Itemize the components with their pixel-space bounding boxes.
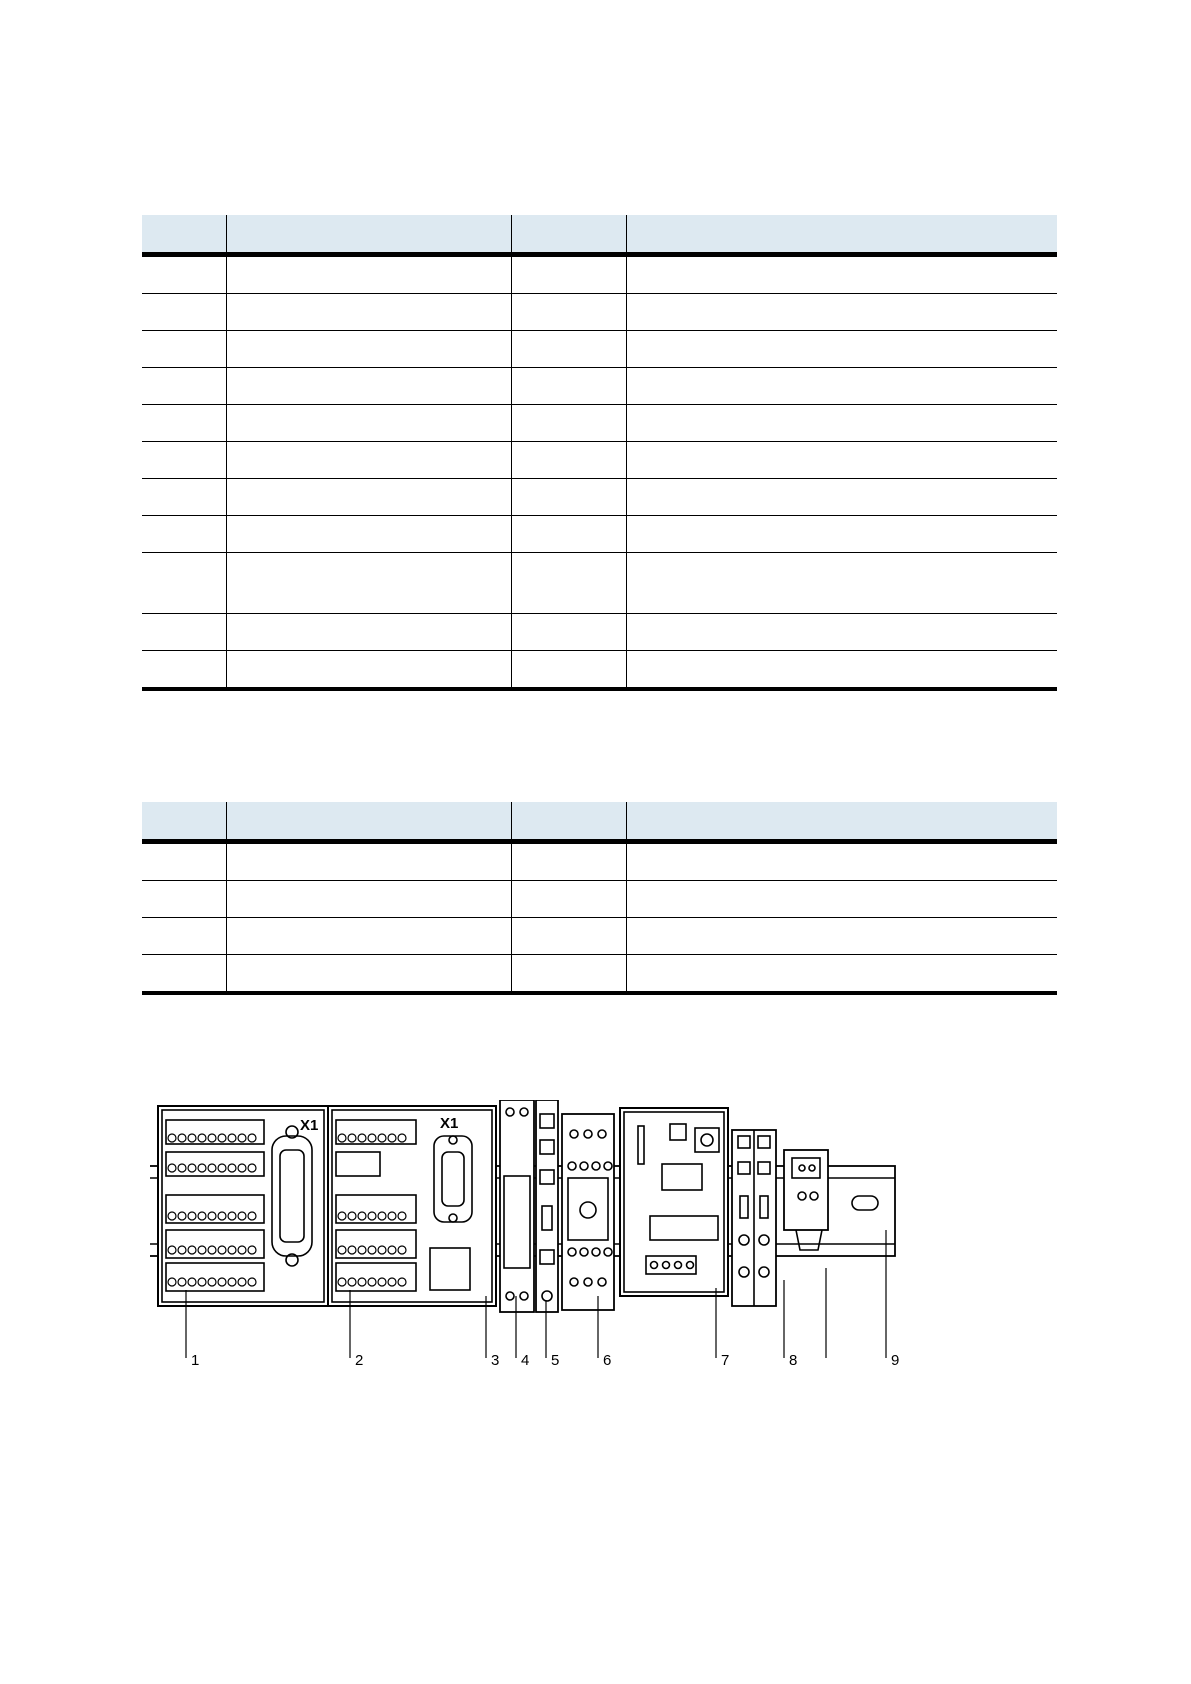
table-cell — [226, 842, 511, 881]
table-cell — [142, 331, 226, 368]
module-4 — [536, 1100, 558, 1312]
table-cell — [142, 553, 226, 614]
table-cell — [226, 651, 511, 690]
callout-2: 2 — [355, 1352, 364, 1369]
device-figure — [150, 1100, 920, 1380]
table-row — [142, 255, 1057, 294]
table-cell — [511, 553, 626, 614]
io-module-2 — [328, 1106, 496, 1306]
table-cell — [511, 479, 626, 516]
table-cell — [142, 294, 226, 331]
table-cell — [226, 331, 511, 368]
table-cell — [511, 294, 626, 331]
table-row — [142, 405, 1057, 442]
callout-4: 4 — [521, 1352, 530, 1369]
header-cell — [142, 215, 226, 255]
table-cell — [142, 614, 226, 651]
header-cell — [511, 802, 626, 842]
table-cell — [142, 955, 226, 994]
table-cell — [626, 479, 1057, 516]
module-3 — [500, 1100, 534, 1312]
table-row — [142, 553, 1057, 614]
table-cell — [626, 918, 1057, 955]
table-row — [142, 955, 1057, 994]
header-cell — [511, 215, 626, 255]
table-cell — [626, 614, 1057, 651]
callout-8: 8 — [789, 1352, 798, 1369]
table-cell — [142, 405, 226, 442]
table-cell — [511, 842, 626, 881]
table-cell — [226, 368, 511, 405]
table-header-row — [142, 215, 1057, 255]
table-cell — [511, 255, 626, 294]
table-cell — [626, 255, 1057, 294]
table-cell — [142, 479, 226, 516]
table-cell — [626, 294, 1057, 331]
table-cell — [511, 614, 626, 651]
module-5 — [562, 1114, 614, 1310]
table-row — [142, 331, 1057, 368]
table-cell — [142, 918, 226, 955]
table-cell — [511, 651, 626, 690]
table-row — [142, 479, 1057, 516]
header-cell — [226, 802, 511, 842]
table-cell — [226, 405, 511, 442]
table-cell — [626, 955, 1057, 994]
table-cell — [511, 405, 626, 442]
table-row — [142, 918, 1057, 955]
header-cell — [142, 802, 226, 842]
table-cell — [226, 294, 511, 331]
table-cell — [511, 881, 626, 918]
table-row — [142, 881, 1057, 918]
connector-label: X1 — [300, 1117, 319, 1134]
table-cell — [142, 516, 226, 553]
module-7 — [732, 1130, 776, 1306]
table-2 — [142, 802, 1057, 995]
table-cell — [626, 881, 1057, 918]
callout-7: 7 — [721, 1352, 730, 1369]
table-row — [142, 368, 1057, 405]
table-cell — [226, 255, 511, 294]
table-cell — [142, 881, 226, 918]
callout-1: 1 — [191, 1352, 200, 1369]
table-cell — [511, 516, 626, 553]
table-cell — [142, 651, 226, 690]
table-cell — [226, 918, 511, 955]
table-cell — [226, 553, 511, 614]
table-cell — [626, 405, 1057, 442]
table-cell — [511, 368, 626, 405]
table-cell — [626, 442, 1057, 479]
table-row — [142, 294, 1057, 331]
table-cell — [142, 842, 226, 881]
table-1 — [142, 215, 1057, 691]
callout-5: 5 — [551, 1352, 560, 1369]
table-cell — [626, 368, 1057, 405]
table-cell — [626, 553, 1057, 614]
table-cell — [626, 651, 1057, 690]
header-cell — [226, 215, 511, 255]
table-cell — [511, 331, 626, 368]
table-cell — [226, 479, 511, 516]
power-supply-module — [620, 1108, 728, 1296]
table-cell — [142, 368, 226, 405]
table-cell — [226, 442, 511, 479]
connector-label: X1 — [440, 1115, 459, 1132]
io-module-1 — [158, 1106, 328, 1306]
table-row — [142, 442, 1057, 479]
table-row — [142, 651, 1057, 690]
table-cell — [226, 955, 511, 994]
table-cell — [226, 614, 511, 651]
table-cell — [626, 331, 1057, 368]
table-row — [142, 516, 1057, 553]
callout-6: 6 — [603, 1352, 612, 1369]
table-row — [142, 842, 1057, 881]
table-cell — [226, 516, 511, 553]
table-row — [142, 614, 1057, 651]
callout-3: 3 — [491, 1352, 500, 1369]
table-cell — [226, 881, 511, 918]
table-cell — [142, 255, 226, 294]
table-cell — [626, 516, 1057, 553]
header-cell — [626, 215, 1057, 255]
end-bracket-module — [784, 1150, 828, 1250]
callout-9: 9 — [891, 1352, 900, 1369]
table-cell — [511, 955, 626, 994]
table-cell — [511, 442, 626, 479]
table-cell — [511, 918, 626, 955]
table-cell — [626, 842, 1057, 881]
table-header-row — [142, 802, 1057, 842]
table-cell — [142, 442, 226, 479]
header-cell — [626, 802, 1057, 842]
